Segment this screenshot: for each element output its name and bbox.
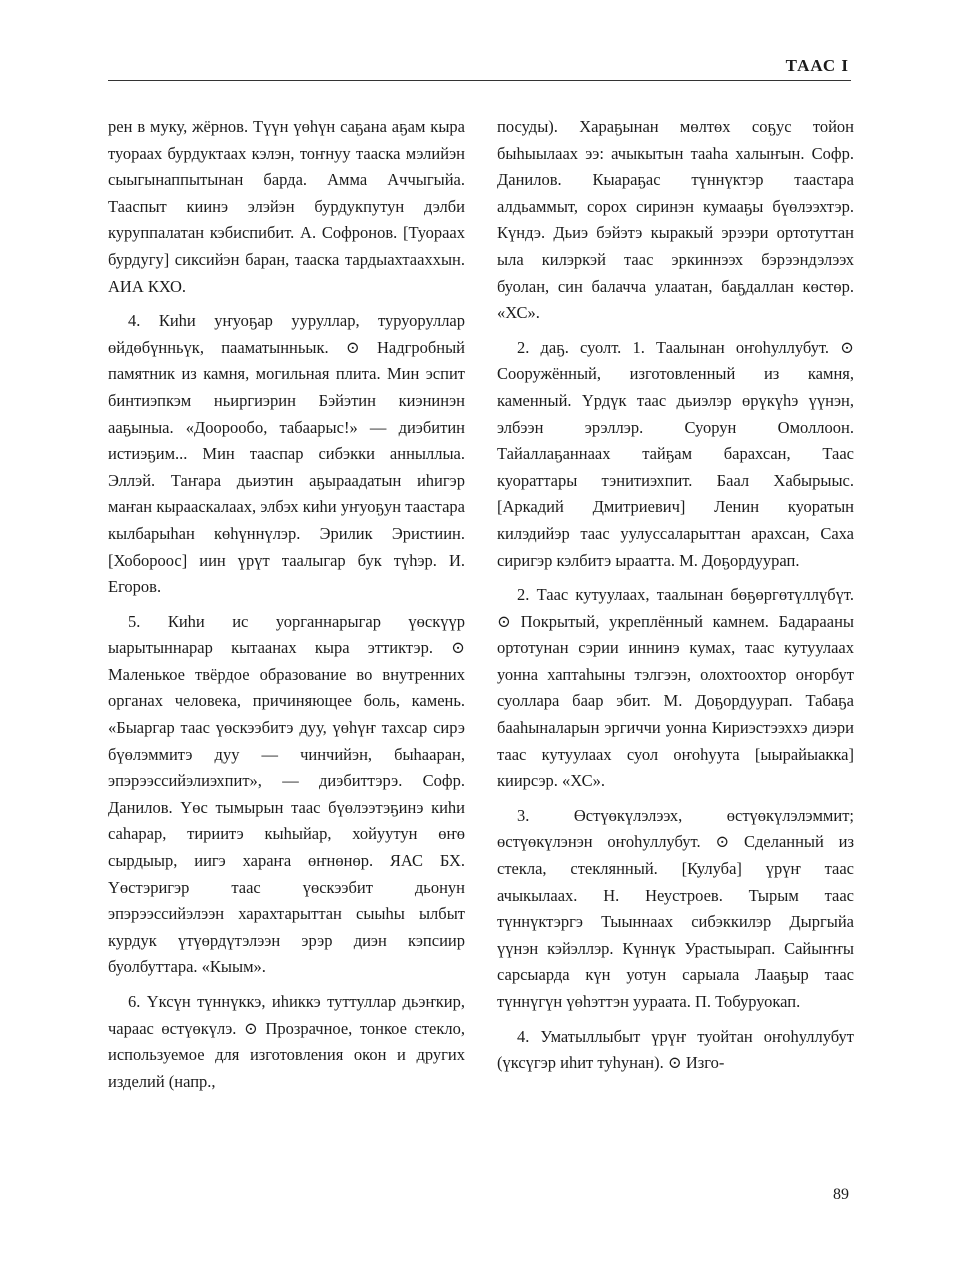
paragraph: посуды). Хараҕынан мөлтөх соҕус тойон быһыылаах ээ: ачыкытын тааһа халыҥын. Софр. Данилов. Кыараҕас түннүктэр таастара алдьаммыт, сорох сиринэн кумааҕы бүөлээхтэр. Күндэ. Дьиэ бэйэтэ кыракый эрээри ортотуттан ыла килэркэй таас эркиннээх бэрээндэлээх буолан, син балачча улаатан, баҕдаллан көстөр. «ХС». [497, 117, 854, 323]
paragraph: 2. даҕ. суолт. 1. Таалынан оҥоһуллубут. ⊙ Сооружённый, изготовленный из камня, каменный. Үрдүк таас дьиэлэр өрүкүһэ үүнэн, элбээн эрэллэр. Суорун Омоллоон. Тайаллаҕаннаах тайҕам барахсан, Таас куораттары тэнитиэхпит. Баал Хабырыыс. [Аркадий Дмитриевич] Ленин куоратын килэдийэр таас уулуссаларыттан арахсан, Саха сиригэр кэлбитэ ыраатта. М. Доҕордуурап. [497, 337, 854, 570]
paragraph: рен в муку, жёрнов. Түүн үөһүн саҕана аҕам кыра туораах бурдуктаах кэлэн, тоҥнуу тааска мэлийэн сыыгынаппытынан барда. Амма Аччыгыйа. Тааспыт киинэ элэйэн бурдукпутун дэлби куруппалатан кэбиспибит. А. Софронов. [Туораах бурдугу] сиксийэн баран, тааска тардыахтааххын. АИА КХО. [108, 117, 465, 296]
paragraph: 6. Үксүн түннүккэ, иһиккэ туттуллар дьэҥкир, чараас өстүөкүлэ. ⊙ Прозрачное, тонкое стекло, используемое для изготовления окон и других изделий (напр., [108, 992, 465, 1091]
paragraph: 4. Киһи уҥуоҕар ууруллар, туруоруллар өйдөбүнньүк, пааматынньык. ⊙ Надгробный памятник из камня, могильная плита. Мин эспит бинтиэпкэм ньиргиэрин Бэйэтин киэнинэн ааҕыныа. «Доорообо, табаарыс!» — диэбитин истиэҕим... Мин тааспар сибэкки анныллыа. Эллэй. Таҥара дьиэтин аҕыраадатын иһигэр маҥан кырааскалаах, элбэх киһи уҥуоҕун таастара кылбарыһан көһүннүлэр. Эрилик Эристиин. [Хобороос] иин үрүт таалыгар бук түһэр. И. Егоров. [108, 311, 465, 597]
right-column [497, 114, 854, 1085]
running-head: ТААС I [785, 56, 849, 75]
header-rule [108, 80, 851, 81]
paragraph: 5. Киһи ис уорганнарыгар үөскүүр ыарытыннарар кытаанах кыра эттиктэр. ⊙ Маленькое твёрдое образование во внутренних органах человека, причиняющее боль, камень. «Быаргар таас үөскээбитэ дуу, үөһүҥ тахсар сирэ бүөлэммитэ дуу — чинчийэн, быһааран, эпэрээссийэлиэхпит», — диэбиттэрэ. Софр. Данилов. Үөс тымырын таас бүөлээтэҕинэ киһи саһарар, тириитэ кыһыйар, хойуутун өҥө сырдыыр, иигэ хараҥа өҥнөнөр. ЯАС БХ. Үөстэригэр таас үөскээбит дьонун эпэрээссийэлээн харахтарыттан сыыһы ылбыт курдук үтүөрдүтэлээн эрэр диэн кэпсиир буолбуттара. «Кыым». [108, 611, 465, 977]
left-column [108, 114, 465, 1103]
paragraph: 4. Уматыллыбыт үрүҥ туойтан оҥоһуллубут (үксүгэр иһит туһунан). ⊙ Изго- [497, 1026, 854, 1073]
paragraph: 3. Өстүөкүлэлээх, өстүөкүлэлэммит; өстүөкүлэнэн оҥоһуллубут. ⊙ Сделанный из стекла, стеклянный. [Кулуба] үрүҥ таас ачыкылаах. Н. Неустроев. Тырым таас түннүктэргэ Тыыннаах сибэккилэр Дыргыйа үүнэн кэйэллэр. Күннүк Урастыырап. Сайыҥҥы сарсыарда күн уотун сарыала Лааҕыр таас түннүгүн үөһэттэн уураата. П. Тобуруокап. [497, 805, 854, 1011]
page-number: 89 [833, 1186, 849, 1203]
paragraph: 2. Таас кутуулаах, таалынан бөҕөргөтүллүбүт. ⊙ Покрытый, укреплённый камнем. Бадарааны ортотунан сэрии иннинэ кумах, таас кутуулаах уонна хаптаһыны тэлгээн, олохтоохтор оҥорбут суоллара баар эбит. М. Доҕордуурап. Табаҕа бааһыналарын эргиччи уонна Кириэстээххэ диэри таас кутуулаах суол оҥоһуута [ыырайыакка] киирсэр. «ХС». [497, 585, 854, 791]
